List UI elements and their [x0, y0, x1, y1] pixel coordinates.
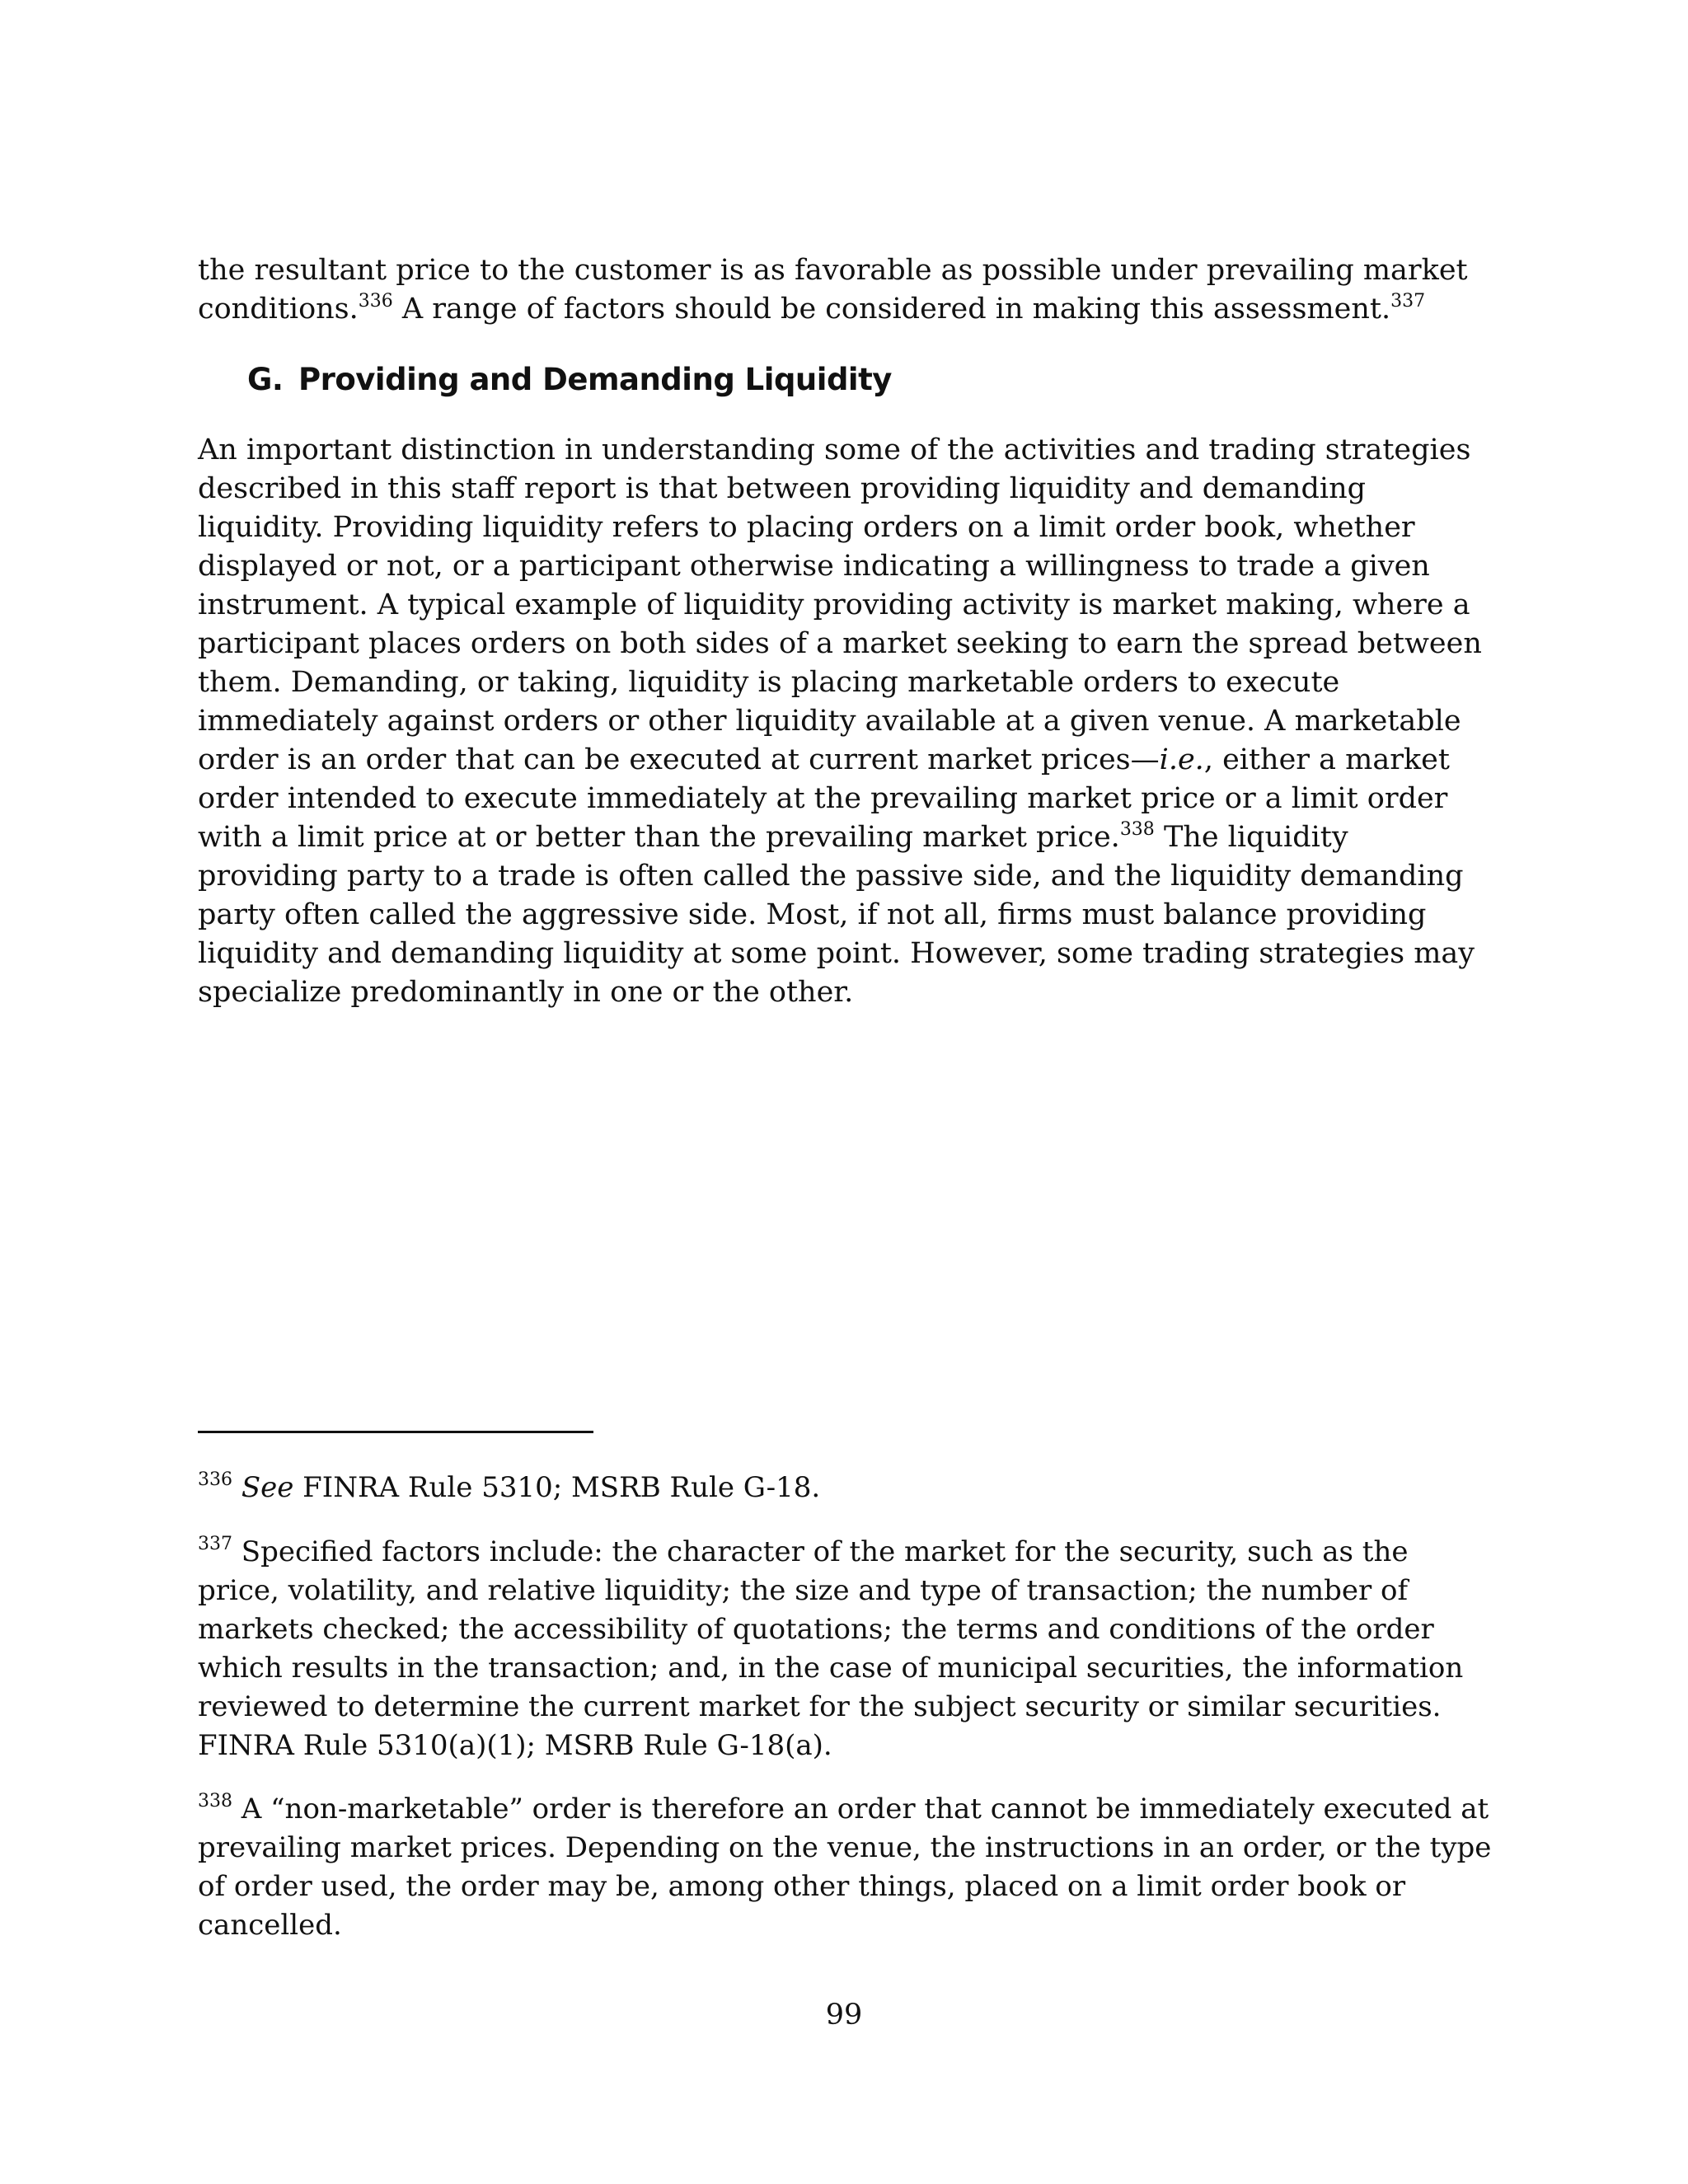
section-heading — [247, 360, 892, 400]
body-text-1: An important distinction in understanding some of the activities and trading strategies described in this staff report is that between providing liquidity and demanding liquidity. Providing liquidity refers to placing orders on a limit order book, whether displayed or not, or a participant otherwise indicating a willingness to trade a given instrument. A typical example of liquidity providing activity is market making, where a participant places orders on both sides of a market seeking to earn the spread between them. Demanding, or taking, liquidity is placing marketable orders to execute immediately against orders or other liquidity available at a given venue. A marketable order is an order that can be executed at current market prices— — [198, 434, 1482, 776]
page-number: 99 — [825, 1999, 863, 2032]
section-title: Providing and Demanding Liquidity — [298, 362, 892, 397]
footnote-337 — [198, 1533, 1492, 1765]
body-text-3: The liquidity providing party to a trade is often called the passive side, and the liquidity demanding party often called the aggressive side. Most, if not all, firms must balance providing liquidity and demanding liquidity at some point. However, some trading strategies may specialize predominantly in one or the other. — [198, 821, 1475, 1009]
footnote-number: 337 — [198, 1534, 232, 1554]
footnote-text: A “non-marketable” order is therefore an order that cannot be immediately executed at prevailing market prices. Depending on the venue, the instructions in an order, or the type of order used, the order may be, among other things, placed on a limit order book or cancelled. — [198, 1793, 1492, 1942]
footnote-number: 338 — [198, 1791, 232, 1811]
footnote-number: 336 — [198, 1469, 232, 1490]
body-italic-ie: i.e. — [1159, 743, 1204, 776]
body-paragraph — [198, 431, 1484, 1012]
intro-text-2: A range of factors should be considered in making this assessment. — [392, 293, 1391, 326]
body-text-2: , either a market order intended to execute immediately at the prevailing market price or a limit order with a limit price at or better than the prevailing market price. — [198, 743, 1450, 854]
footnote-336 — [198, 1469, 1492, 1507]
footnote-text: Specified factors include: the character of the market for the security, such as the price, volatility, and relative liquidity; the size and type of transaction; the number of markets checked; the accessibility of quotations; the terms and conditions of the order which results in the transaction; and, in the case of municipal securities, the information reviewed to determine the current market for the subject security or similar securities. FINRA Rule 5310(a)(1); MSRB Rule G-18(a). — [198, 1535, 1464, 1762]
footnote-ref-338[interactable]: 338 — [1119, 819, 1155, 840]
footnote-italic-see: See — [241, 1471, 294, 1504]
footnote-text: FINRA Rule 5310; MSRB Rule G-18. — [293, 1471, 821, 1504]
section-letter: G. — [247, 362, 284, 397]
intro-paragraph — [198, 251, 1484, 329]
footnote-338 — [198, 1790, 1492, 1945]
intro-text-1: the resultant price to the customer is as favorable as possible under prevailing market conditions. — [198, 254, 1468, 326]
footnote-ref-337[interactable]: 337 — [1390, 291, 1426, 312]
footnote-separator — [198, 1431, 593, 1433]
footnote-ref-336[interactable]: 336 — [358, 291, 393, 312]
